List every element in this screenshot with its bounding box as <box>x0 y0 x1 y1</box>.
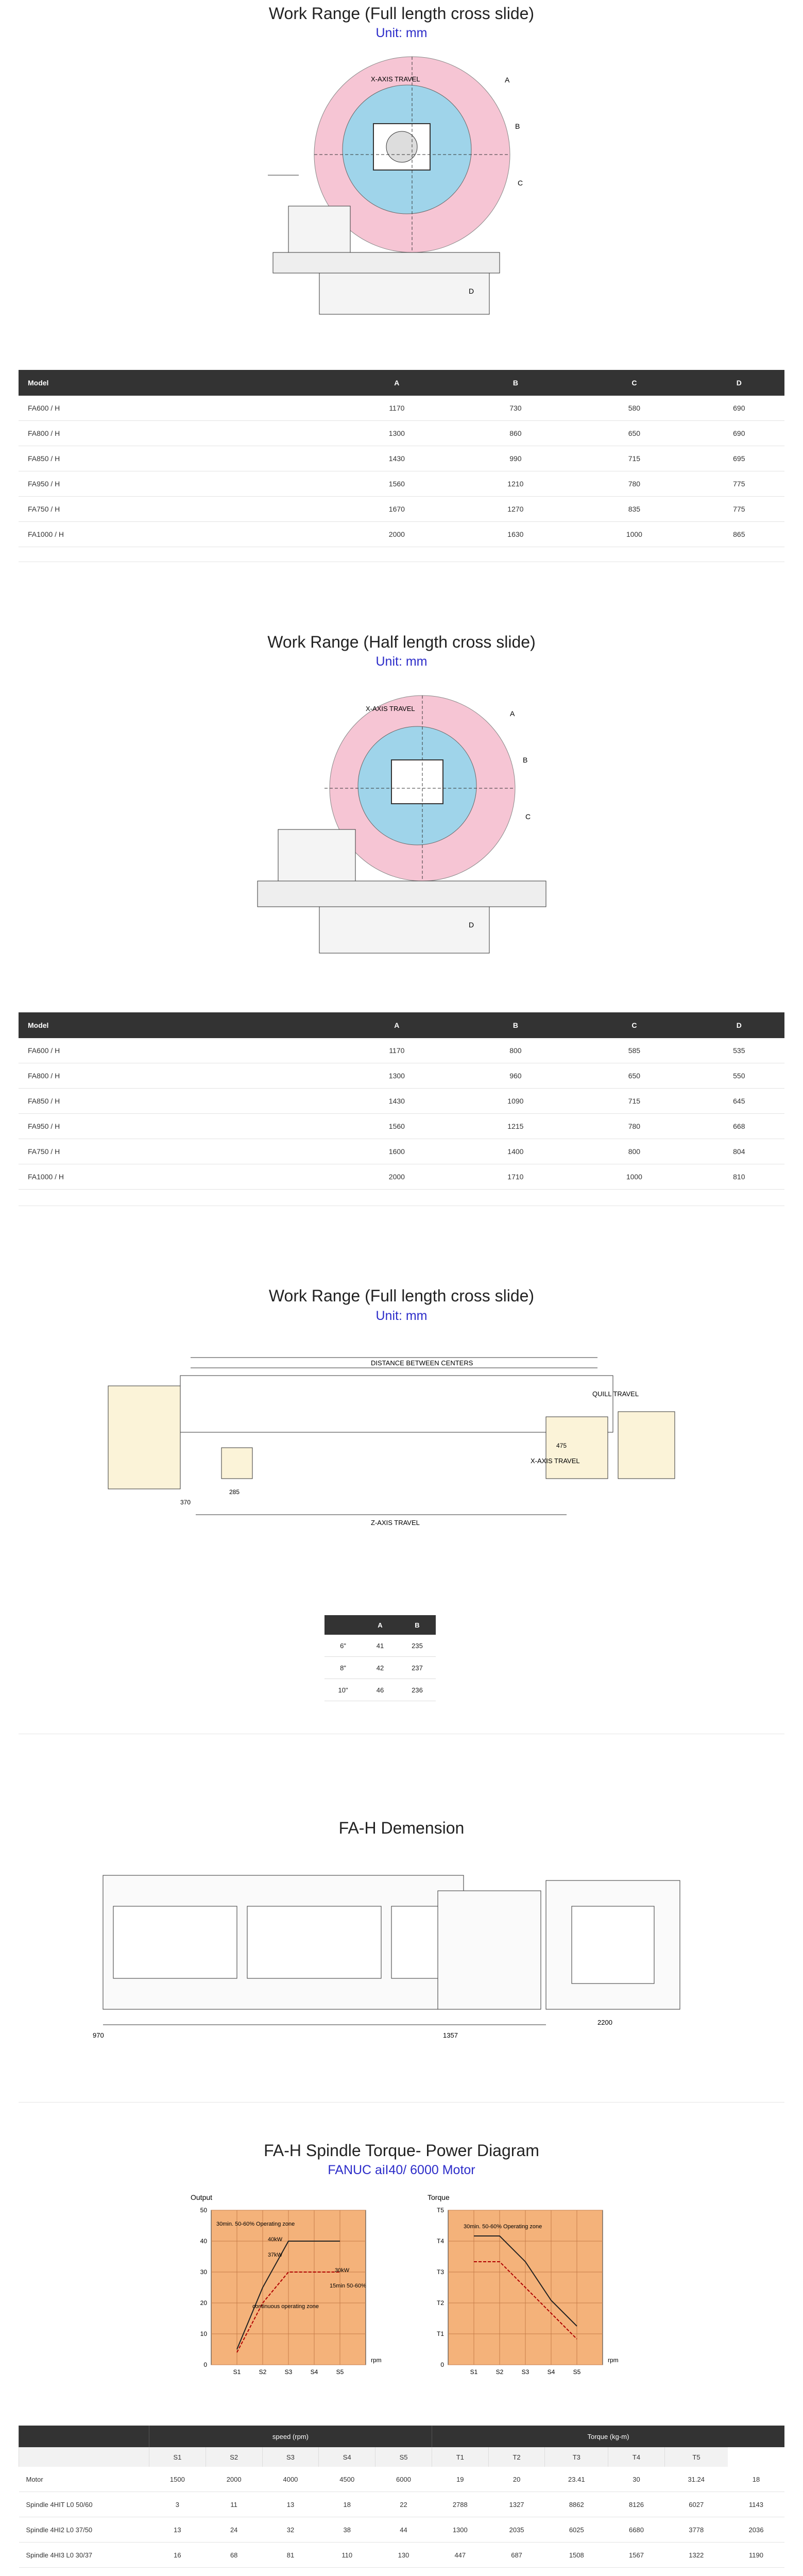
torque-sub-header: S5 <box>375 2447 432 2467</box>
table-cell: FA1000 / H <box>19 522 337 547</box>
col-header-0: Model <box>19 370 337 396</box>
table-cell: 32 <box>262 2517 319 2543</box>
table-row <box>19 1038 784 1063</box>
table-cell <box>545 2568 608 2576</box>
table-cell: 447 <box>432 2543 488 2568</box>
table-row <box>19 2492 785 2517</box>
dim-right-label: 1357 <box>443 2031 458 2039</box>
table-cell: 835 <box>575 497 694 522</box>
col-header-4: D <box>694 370 784 396</box>
dim-width-label: 2200 <box>597 2019 612 2026</box>
work-range-half-title: Work Range (Half length cross slide) <box>267 633 536 651</box>
y-tick-label: T5 <box>436 2207 444 2214</box>
work-range-full2-title: Work Range (Full length cross slide) <box>268 1286 535 1305</box>
table-cell: 780 <box>575 1114 694 1139</box>
table-row <box>19 1089 784 1114</box>
x-tick-label: S3 <box>521 2368 529 2376</box>
table-cell: 715 <box>575 446 694 471</box>
x-tick-label: S4 <box>547 2368 555 2376</box>
x-tick-label: S2 <box>496 2368 504 2376</box>
table-row <box>19 1139 784 1164</box>
table-cell: FA800 / H <box>19 421 337 446</box>
table-cell: 10" <box>324 1679 362 1701</box>
torque-sub-header: T3 <box>545 2447 608 2467</box>
table-cell: 715 <box>575 1089 694 1114</box>
col-header-3: C <box>575 1012 694 1038</box>
table-cell: 3 <box>149 2492 206 2517</box>
half-d-label: D <box>469 921 474 929</box>
table-cell: FA850 / H <box>19 446 337 471</box>
table-cell: 22 <box>375 2492 432 2517</box>
table-cell: 1000 <box>575 522 694 547</box>
table-cell: 236 <box>399 1679 436 1701</box>
table-cell: 1300 <box>337 1063 456 1089</box>
table-cell <box>149 2568 206 2576</box>
table-cell: 780 <box>575 471 694 497</box>
speed-group-header: speed (rpm) <box>149 2426 432 2447</box>
table-cell: 865 <box>694 522 784 547</box>
table-cell: 1090 <box>456 1089 575 1114</box>
table-cell: FA1000 / H <box>19 1164 337 1190</box>
table-cell: 1500 <box>149 2467 206 2492</box>
torque-sub-header: T4 <box>608 2447 665 2467</box>
table-cell <box>319 2568 375 2576</box>
table-cell: 2000 <box>337 1164 456 1190</box>
table-cell: 1560 <box>337 1114 456 1139</box>
chuck-col-header: B <box>399 1615 436 1635</box>
table-row <box>19 1114 784 1139</box>
table-cell: 46 <box>362 1679 399 1701</box>
table-cell: FA600 / H <box>19 1038 337 1063</box>
diagram-x-travel-label: X-AXIS TRAVEL <box>371 75 420 83</box>
table-cell: FA950 / H <box>19 471 337 497</box>
table-cell: 6027 <box>664 2492 728 2517</box>
table-cell: 1322 <box>664 2543 728 2568</box>
table-cell <box>375 2568 432 2576</box>
table-cell: 810 <box>694 1164 784 1190</box>
col-header-1: A <box>337 1012 456 1038</box>
table-cell: 6680 <box>608 2517 665 2543</box>
x-tick-label: S1 <box>470 2368 478 2376</box>
torque-table <box>19 2426 784 2576</box>
table-row <box>19 497 784 522</box>
x-tick-label: S5 <box>336 2368 344 2376</box>
table-cell: 1190 <box>728 2543 784 2568</box>
table-cell: 1327 <box>488 2492 545 2517</box>
table-cell: 535 <box>694 1038 784 1063</box>
table-cell: FA850 / H <box>19 1089 337 1114</box>
quill-travel-label: QUILL TRAVEL <box>592 1390 639 1398</box>
table-cell: 1400 <box>456 1139 575 1164</box>
table-cell: 1300 <box>432 2517 488 2543</box>
torque-annot-1: 30min. 50-60% Operating zone <box>464 2224 542 2230</box>
table-row <box>324 1657 436 1679</box>
y-tick-label: 20 <box>200 2299 207 2307</box>
z-dim2: 370 <box>180 1499 191 1506</box>
table-cell: 585 <box>575 1038 694 1063</box>
torque-sub-header: T1 <box>432 2447 488 2467</box>
table-cell <box>19 2568 149 2576</box>
torque-sub-header: S1 <box>149 2447 206 2467</box>
torque-chart-title: Torque <box>428 2193 450 2201</box>
table-cell: 687 <box>488 2543 545 2568</box>
table-cell: 41 <box>362 1635 399 1657</box>
table-cell: Spindle 4HI3 L0 30/37 <box>19 2543 149 2568</box>
table-cell: 2036 <box>728 2517 784 2543</box>
torque-group-header: Torque (kg-m) <box>432 2426 784 2447</box>
table-cell: 1270 <box>456 497 575 522</box>
torque-sub-header: S4 <box>319 2447 375 2467</box>
table-cell: 775 <box>694 471 784 497</box>
table-cell: 110 <box>319 2543 375 2568</box>
table-cell: 24 <box>206 2517 262 2543</box>
table-row <box>19 1164 784 1190</box>
table-cell: 2035 <box>488 2517 545 2543</box>
output-annot-5: 30kW <box>335 2267 350 2274</box>
table-cell: 237 <box>399 1657 436 1679</box>
torque-chart <box>417 2190 634 2385</box>
table-cell: 2788 <box>432 2492 488 2517</box>
x-tick-label: S2 <box>259 2368 267 2376</box>
table-cell: 4000 <box>262 2467 319 2492</box>
table-cell: 38 <box>319 2517 375 2543</box>
table-cell: 1430 <box>337 446 456 471</box>
table-cell: 650 <box>575 421 694 446</box>
table-cell: 800 <box>575 1139 694 1164</box>
y-tick-label: 0 <box>440 2361 444 2368</box>
y-tick-label: T2 <box>436 2299 444 2307</box>
table-cell: 8862 <box>545 2492 608 2517</box>
table-row <box>19 2568 785 2576</box>
y-tick-label: 40 <box>200 2238 207 2245</box>
torque-sub-header: S3 <box>262 2447 319 2467</box>
table-row <box>19 446 784 471</box>
torque-title: FA-H Spindle Torque- Power Diagram <box>264 2141 539 2160</box>
x-tick-label: S4 <box>310 2368 318 2376</box>
table-cell: 44 <box>375 2517 432 2543</box>
fa-h-dimension-title: FA-H Demension <box>338 1819 465 1837</box>
table-cell <box>488 2568 545 2576</box>
table-cell: 1567 <box>608 2543 665 2568</box>
table-cell: 1300 <box>337 421 456 446</box>
work-range-half-unit: Unit: mm <box>375 654 428 669</box>
col-header-1: A <box>337 370 456 396</box>
work-range-full-unit: Unit: mm <box>375 26 428 40</box>
table-cell: 1430 <box>337 1089 456 1114</box>
table-row <box>19 2517 785 2543</box>
table-cell: Spindle 4HI2 L0 37/50 <box>19 2517 149 2543</box>
fa-h-dimension-diagram <box>82 1860 721 2050</box>
output-chart <box>180 2190 397 2385</box>
torque-chart-xlabel: rpm <box>608 2357 619 2364</box>
work-range-half-diagram <box>247 685 567 974</box>
col-header-2: B <box>456 1012 575 1038</box>
table-cell: FA600 / H <box>19 396 337 421</box>
table-row <box>19 522 784 547</box>
table-cell: 775 <box>694 497 784 522</box>
table-cell: 6000 <box>375 2467 432 2492</box>
torque-subtitle: FANUC aiI40/ 6000 Motor <box>328 2163 475 2177</box>
diagram-b-label: B <box>515 122 520 130</box>
table-cell: 30 <box>608 2467 665 2492</box>
half-c-label: C <box>525 812 531 821</box>
z-dim1: 285 <box>229 1488 240 1496</box>
y-tick-label: 50 <box>200 2207 207 2214</box>
work-range-full2-unit: Unit: mm <box>375 1309 428 1323</box>
z-travel-label: Z-AXIS TRAVEL <box>371 1519 420 1527</box>
table-row <box>324 1635 436 1657</box>
table-cell: 1215 <box>456 1114 575 1139</box>
z-dim3: 475 <box>556 1442 567 1449</box>
output-chart-xlabel: rpm <box>371 2357 382 2364</box>
output-annot-4: continuous operating zone <box>252 2303 319 2310</box>
z-x-travel-label: X-AXIS TRAVEL <box>531 1457 580 1465</box>
table-cell: 13 <box>262 2492 319 2517</box>
table-cell: 19 <box>432 2467 488 2492</box>
y-tick-label: 30 <box>200 2268 207 2276</box>
table-cell: 1210 <box>456 471 575 497</box>
table-cell: 2000 <box>206 2467 262 2492</box>
table-cell: 1710 <box>456 1164 575 1190</box>
table-cell: 1000 <box>575 1164 694 1190</box>
output-annot-3: 37kW <box>268 2252 283 2258</box>
table-cell <box>664 2568 728 2576</box>
output-annot-1: 30min. 50-60% Operating zone <box>216 2221 295 2227</box>
table-cell: 6025 <box>545 2517 608 2543</box>
table-cell <box>206 2568 262 2576</box>
table-cell: FA750 / H <box>19 1139 337 1164</box>
table-row <box>19 2467 785 2492</box>
work-range-full-diagram <box>258 52 546 340</box>
table-cell <box>262 2568 319 2576</box>
table-cell: FA750 / H <box>19 497 337 522</box>
table-cell: 990 <box>456 446 575 471</box>
table-cell: 1170 <box>337 396 456 421</box>
y-tick-label: T4 <box>436 2238 444 2245</box>
table-cell: 31.24 <box>664 2467 728 2492</box>
table-cell: 690 <box>694 396 784 421</box>
half-x-travel-label: X-AXIS TRAVEL <box>366 705 415 713</box>
half-a-label: A <box>510 709 515 718</box>
output-annot-6: 15min 50-60% <box>330 2283 366 2289</box>
torque-sub-header: S2 <box>206 2447 262 2467</box>
y-tick-label: 10 <box>200 2330 207 2337</box>
table-cell: 690 <box>694 421 784 446</box>
table-cell: 960 <box>456 1063 575 1089</box>
work-range-half-table <box>19 1012 784 1190</box>
work-range-full-title: Work Range (Full length cross slide) <box>268 4 535 23</box>
diagram-d-label: D <box>469 287 474 295</box>
dim-left-label: 970 <box>93 2031 104 2039</box>
table-cell: 1143 <box>728 2492 784 2517</box>
table-cell: 18 <box>319 2492 375 2517</box>
table-row <box>19 421 784 446</box>
table-cell: 804 <box>694 1139 784 1164</box>
work-range-z-diagram <box>103 1345 711 1540</box>
table-cell: 580 <box>575 396 694 421</box>
table-cell: 1630 <box>456 522 575 547</box>
output-annot-2: 40kW <box>268 2236 283 2243</box>
torque-sub-header: T2 <box>488 2447 545 2467</box>
table-row <box>19 1063 784 1089</box>
diagram-c-label: C <box>518 179 523 187</box>
table-cell: Motor <box>19 2467 149 2492</box>
table-cell: Spindle 4HIT L0 50/60 <box>19 2492 149 2517</box>
table-cell <box>728 2568 784 2576</box>
table-cell: 235 <box>399 1635 436 1657</box>
table-row <box>19 2543 785 2568</box>
col-header-2: B <box>456 370 575 396</box>
table-cell: 550 <box>694 1063 784 1089</box>
x-tick-label: S5 <box>573 2368 581 2376</box>
table-cell: 8" <box>324 1657 362 1679</box>
table-cell: 730 <box>456 396 575 421</box>
table-cell: 23.41 <box>545 2467 608 2492</box>
y-tick-label: T3 <box>436 2268 444 2276</box>
table-cell: 6" <box>324 1635 362 1657</box>
table-cell: FA800 / H <box>19 1063 337 1089</box>
y-tick-label: 0 <box>203 2361 207 2368</box>
table-cell: 1508 <box>545 2543 608 2568</box>
table-cell: FA950 / H <box>19 1114 337 1139</box>
output-chart-title: Output <box>191 2193 213 2201</box>
table-row <box>324 1679 436 1701</box>
table-cell: 1600 <box>337 1139 456 1164</box>
table-cell: 68 <box>206 2543 262 2568</box>
table-cell: 668 <box>694 1114 784 1139</box>
table-cell: 4500 <box>319 2467 375 2492</box>
table-cell <box>608 2568 665 2576</box>
table-cell: 695 <box>694 446 784 471</box>
chuck-table <box>324 1615 436 1701</box>
table-cell: 2000 <box>337 522 456 547</box>
table-cell: 1670 <box>337 497 456 522</box>
y-tick-label: T1 <box>436 2330 444 2337</box>
diagram-a-label: A <box>505 76 510 84</box>
table-cell: 42 <box>362 1657 399 1679</box>
table-cell: 8126 <box>608 2492 665 2517</box>
torque-sub-header: T5 <box>664 2447 728 2467</box>
table-cell: 800 <box>456 1038 575 1063</box>
x-tick-label: S3 <box>284 2368 293 2376</box>
table-cell: 13 <box>149 2517 206 2543</box>
table-cell: 81 <box>262 2543 319 2568</box>
table-cell: 18 <box>728 2467 784 2492</box>
work-range-full-table <box>19 370 784 547</box>
table-cell: 1170 <box>337 1038 456 1063</box>
table-cell: 1560 <box>337 471 456 497</box>
table-row <box>19 471 784 497</box>
torque-sub-header <box>19 2447 149 2467</box>
table-cell: 20 <box>488 2467 545 2492</box>
table-cell: 860 <box>456 421 575 446</box>
z-distance-label: DISTANCE BETWEEN CENTERS <box>371 1359 473 1367</box>
table-cell: 650 <box>575 1063 694 1089</box>
table-cell <box>432 2568 488 2576</box>
chuck-col-header: A <box>362 1615 399 1635</box>
x-tick-label: S1 <box>233 2368 241 2376</box>
table-cell: 3778 <box>664 2517 728 2543</box>
table-row <box>19 396 784 421</box>
col-header-4: D <box>694 1012 784 1038</box>
col-header-3: C <box>575 370 694 396</box>
table-cell: 16 <box>149 2543 206 2568</box>
table-cell: 645 <box>694 1089 784 1114</box>
table-cell: 130 <box>375 2543 432 2568</box>
chuck-col-header <box>324 1615 362 1635</box>
table-cell: 11 <box>206 2492 262 2517</box>
half-b-label: B <box>523 756 528 764</box>
col-header-0: Model <box>19 1012 337 1038</box>
